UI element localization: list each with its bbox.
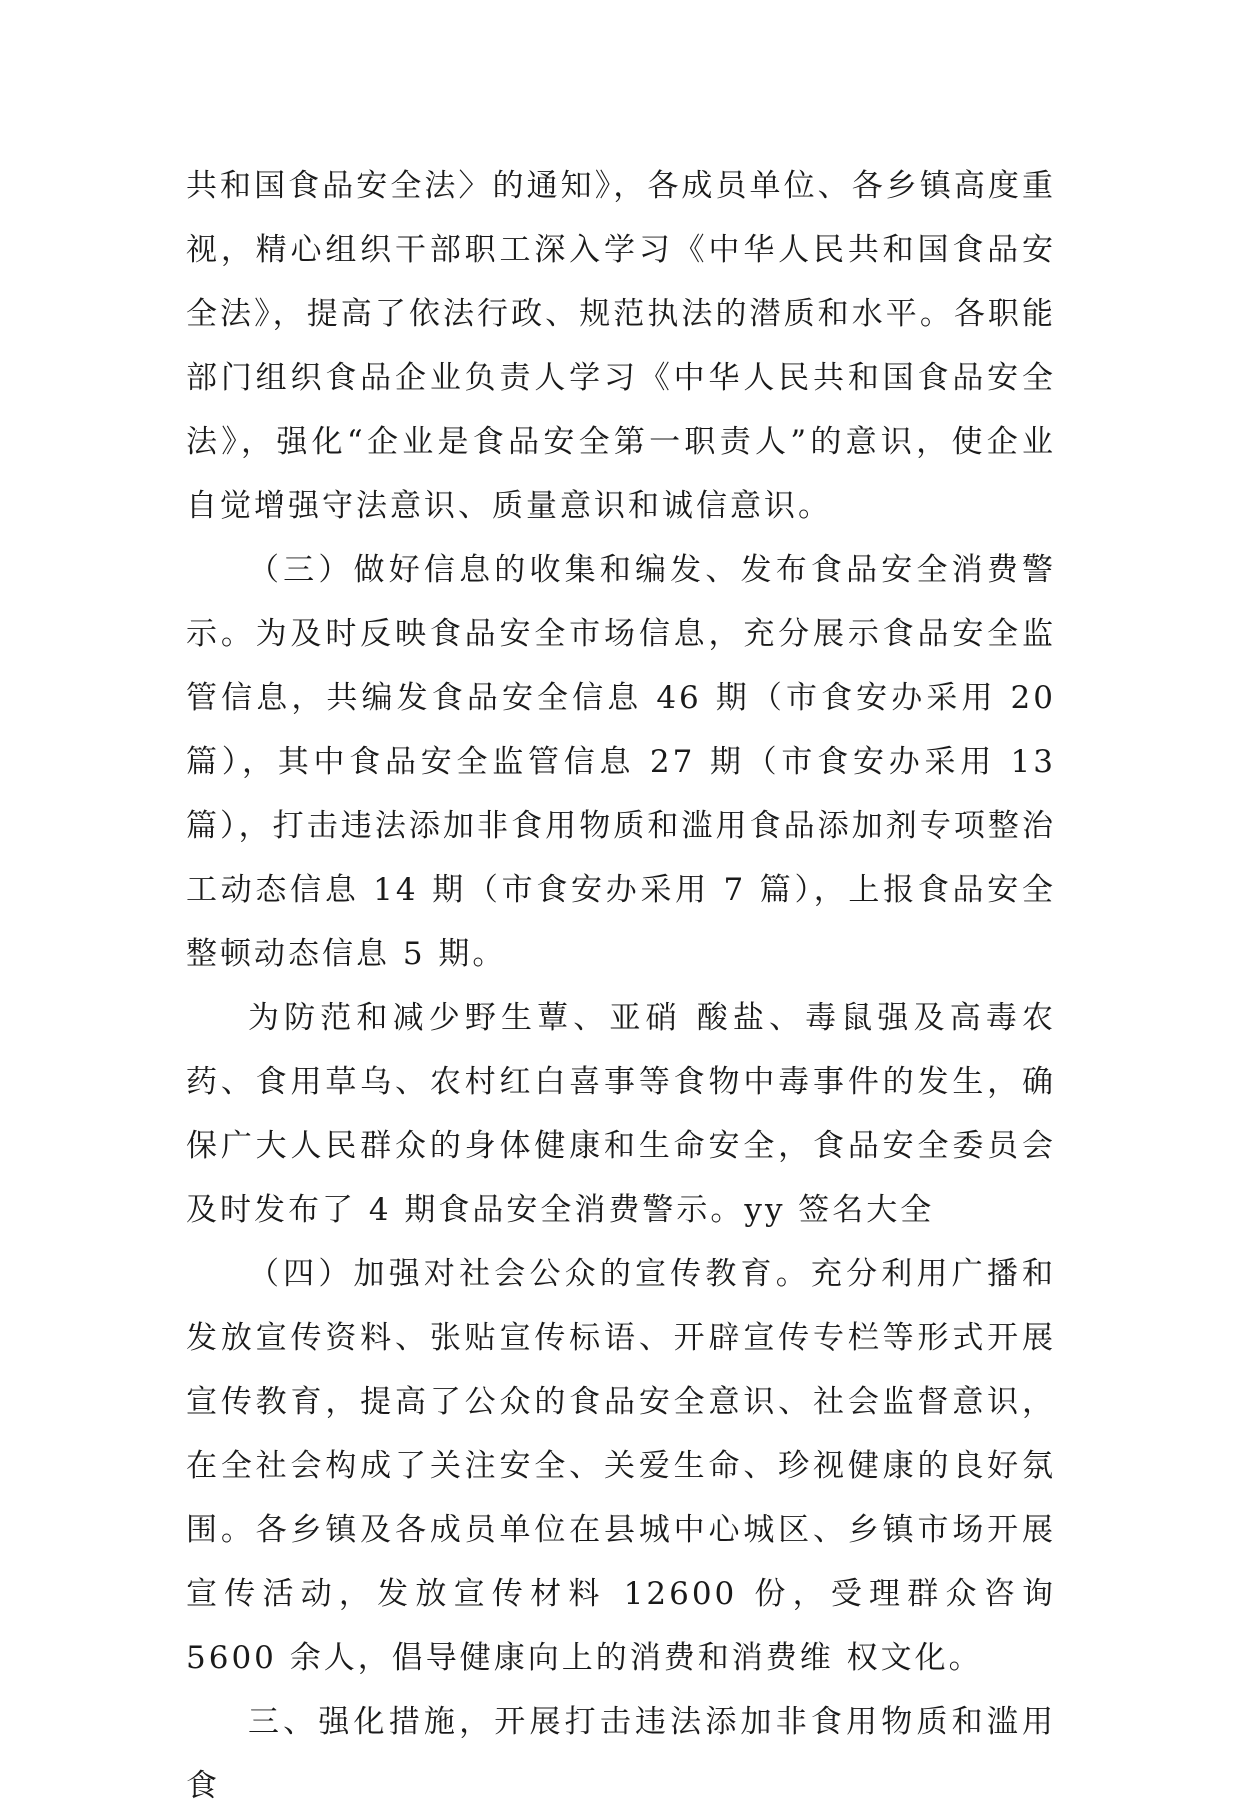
body-paragraph: 共和国食品安全法〉的通知》，各成员单位、各乡镇高度重视，精心组织干部职工深入学习《中华人民共和国食品安全法》，提高了依法行政、规范执法的潜质和水平。各职能部门组织食品企业负责人学习《中华人民共和国食品安全法》，强化“企业是食品安全第一职责人”的意识，使企业自觉增强守法意识、质量意识和诚信意识。 <box>186 168 1056 524</box>
body-paragraph: （三）做好信息的收集和编发、发布食品安全消费警示。为及时反映食品安全市场信息，充分展示食品安全监管信息，共编发食品安全信息 46 期（市食安办采用 20 篇），其中食品安全监管信息 27 期（市食安办采用 13 篇），打击违法添加非食用物质和滥用食品添加剂专项整治工动态信息 14 期（市食安办采用 7 篇），上报食品安全整顿动态信息 5 期。 <box>186 552 1056 972</box>
body-paragraph: （四）加强对社会公众的宣传教育。充分利用广播和发放宣传资料、张贴宣传标语、开辟宣传专栏等形式开展宣传教育，提高了公众的食品安全意识、社会监督意识，在全社会构成了关注安全、关爱生命、珍视健康的良好氛围。各乡镇及各成员单位在县城中心城区、乡镇市场开展宣传活动，发放宣传材料 12600 份，受理群众咨询 5600 余人，倡导健康向上的消费和消费维 权文化。 <box>186 1256 1056 1676</box>
section-heading-paragraph: 三、强化措施，开展打击违法添加非食用物质和滥用食 <box>186 1704 1056 1804</box>
document-body <box>186 154 1056 1818</box>
body-paragraph: 为防范和减少野生蕈、亚硝 酸盐、毒鼠强及高毒农药、食用草乌、农村红白喜事等食物中毒事件的发生，确保广大人民群众的身体健康和生命安全，食品安全委员会及时发布了 4 期食品安全消费警示。yy 签名大全 <box>186 1000 1056 1228</box>
